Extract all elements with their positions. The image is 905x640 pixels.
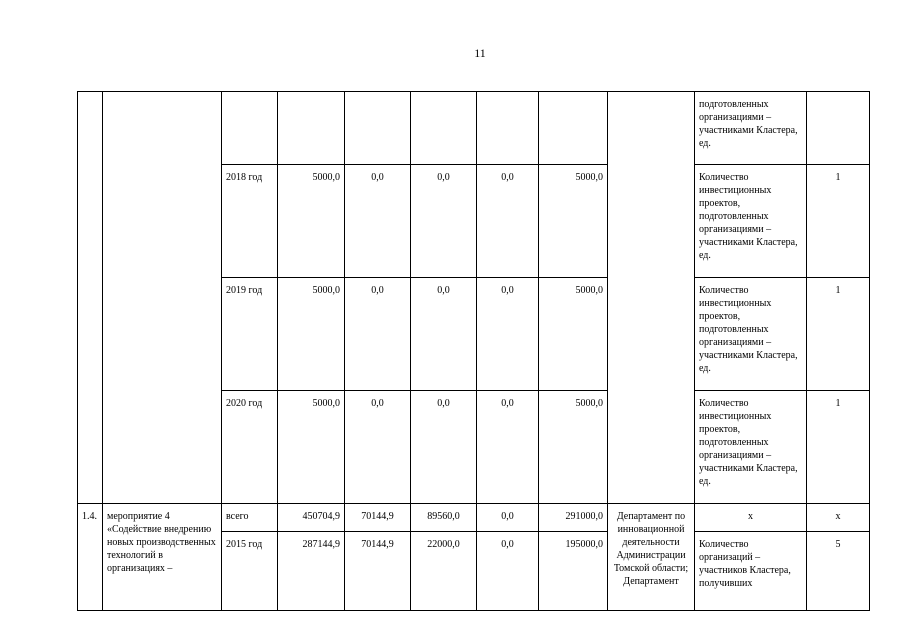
budget-local-cell (477, 92, 539, 165)
indicator-cell: Количество инвестиционных проектов, подготовленных организациями – участниками Кластера, ед. (695, 278, 807, 391)
budget-extra-cell: 5000,0 (539, 278, 608, 391)
period-cell: всего (222, 504, 278, 532)
budget-regional-cell (411, 92, 477, 165)
total-cell: 5000,0 (278, 391, 345, 504)
item-number-cell: 1.4. (78, 504, 103, 611)
executor-cell-empty (608, 92, 695, 504)
table-row (78, 92, 870, 165)
indicator-cell: Количество организаций – участников Кластера, получивших (695, 532, 807, 611)
total-cell: 5000,0 (278, 278, 345, 391)
budget-federal-cell: 70144,9 (345, 504, 411, 532)
indicator-cell: Количество инвестиционных проектов, подготовленных организациями – участниками Кластера, ед. (695, 165, 807, 278)
page-number: 11 (474, 46, 486, 60)
indicator-cell: Количество инвестиционных проектов, подготовленных организациями – участниками Кластера, ед. (695, 391, 807, 504)
budget-extra-cell: 291000,0 (539, 504, 608, 532)
period-cell (222, 92, 278, 165)
budget-regional-cell: 0,0 (411, 278, 477, 391)
budget-local-cell: 0,0 (477, 278, 539, 391)
budget-extra-cell: 5000,0 (539, 391, 608, 504)
indicator-value-cell: х (807, 504, 870, 532)
indicator-value-cell: 1 (807, 278, 870, 391)
total-cell (278, 92, 345, 165)
indicator-value-cell: 1 (807, 391, 870, 504)
period-cell: 2020 год (222, 391, 278, 504)
budget-federal-cell: 0,0 (345, 165, 411, 278)
item-title-cell: мероприятие 4 «Содействие внедрению новых производственных технологий в организациях – (103, 504, 222, 611)
budget-local-cell: 0,0 (477, 532, 539, 611)
budget-regional-cell: 89560,0 (411, 504, 477, 532)
budget-local-cell: 0,0 (477, 165, 539, 278)
indicator-value-cell: 1 (807, 165, 870, 278)
budget-local-cell: 0,0 (477, 504, 539, 532)
indicator-value-cell (807, 92, 870, 165)
indicator-value-cell: 5 (807, 532, 870, 611)
indicator-cell: х (695, 504, 807, 532)
program-table (77, 91, 870, 611)
budget-federal-cell: 0,0 (345, 391, 411, 504)
budget-extra-cell: 195000,0 (539, 532, 608, 611)
budget-regional-cell: 0,0 (411, 391, 477, 504)
budget-regional-cell: 22000,0 (411, 532, 477, 611)
period-cell: 2015 год (222, 532, 278, 611)
budget-federal-cell (345, 92, 411, 165)
period-cell: 2018 год (222, 165, 278, 278)
indicator-cell: подготовленных организациями – участниками Кластера, ед. (695, 92, 807, 165)
total-cell: 5000,0 (278, 165, 345, 278)
item-number-cell-empty (78, 92, 103, 504)
item-title-cell-empty (103, 92, 222, 504)
total-cell: 450704,9 (278, 504, 345, 532)
period-cell: 2019 год (222, 278, 278, 391)
budget-extra-cell (539, 92, 608, 165)
budget-federal-cell: 0,0 (345, 278, 411, 391)
table-row (78, 504, 870, 532)
executor-cell: Департамент по инновационной деятельности Администрации Томской области; Департамент (608, 504, 695, 611)
total-cell: 287144,9 (278, 532, 345, 611)
budget-extra-cell: 5000,0 (539, 165, 608, 278)
budget-local-cell: 0,0 (477, 391, 539, 504)
budget-regional-cell: 0,0 (411, 165, 477, 278)
budget-federal-cell: 70144,9 (345, 532, 411, 611)
